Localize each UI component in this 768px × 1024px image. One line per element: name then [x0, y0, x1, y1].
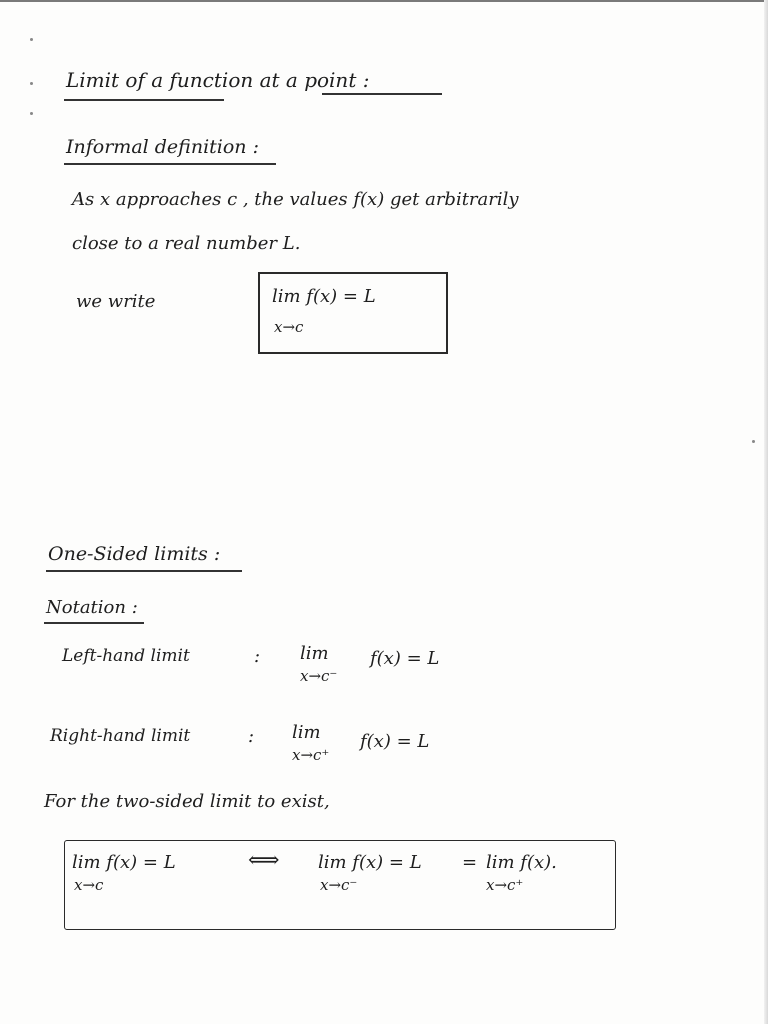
left-hand-subscript: x→c⁻ [300, 667, 338, 685]
boxed-limit-expression: lim f(x) = L [272, 286, 376, 307]
left-hand-lim: lim [300, 643, 329, 664]
right-hand-expression: f(x) = L [360, 731, 430, 752]
limit-definition-box [258, 272, 448, 354]
notation-underline [44, 622, 144, 624]
left-hand-colon: : [254, 646, 261, 667]
one-sided-heading-underline [46, 570, 242, 572]
scan-speck [30, 38, 33, 41]
right-hand-subscript: x→c⁺ [292, 746, 330, 764]
scan-speck [30, 82, 33, 85]
notation-label: Notation : [46, 597, 138, 618]
left-limit-subscript: x→c⁻ [320, 876, 358, 894]
left-limit-expression: lim f(x) = L [318, 852, 422, 873]
equals-sign: = [462, 852, 478, 873]
left-hand-limit-label: Left-hand limit [62, 646, 190, 666]
right-limit-expression: lim f(x). [486, 852, 557, 873]
scan-speck [752, 440, 755, 443]
scan-speck [30, 112, 33, 115]
definition-line-2: close to a real number L. [72, 233, 301, 254]
title-underline-2 [322, 93, 442, 95]
right-limit-subscript: x→c⁺ [486, 876, 524, 894]
right-hand-limit-label: Right-hand limit [50, 726, 191, 746]
two-sided-limit-lhs-subscript: x→c [74, 876, 104, 894]
page-title: Limit of a function at a point : [66, 68, 370, 92]
right-hand-lim: lim [292, 722, 321, 743]
iff-symbol: ⟺ [248, 848, 280, 873]
page-right-edge [764, 0, 768, 1024]
one-sided-heading: One-Sided limits : [48, 543, 221, 565]
title-underline-1 [64, 99, 224, 101]
page-top-edge [0, 0, 768, 2]
two-sided-condition-text: For the two-sided limit to exist, [44, 791, 330, 812]
boxed-limit-subscript: x→c [274, 318, 304, 336]
definition-line-1: As x approaches c , the values f(x) get arbitrarily [72, 189, 519, 210]
informal-heading-underline [64, 163, 276, 165]
informal-heading: Informal definition : [66, 136, 259, 158]
two-sided-limit-lhs: lim f(x) = L [72, 852, 176, 873]
we-write-text: we write [76, 291, 156, 312]
right-hand-colon: : [248, 726, 255, 747]
left-hand-expression: f(x) = L [370, 648, 440, 669]
